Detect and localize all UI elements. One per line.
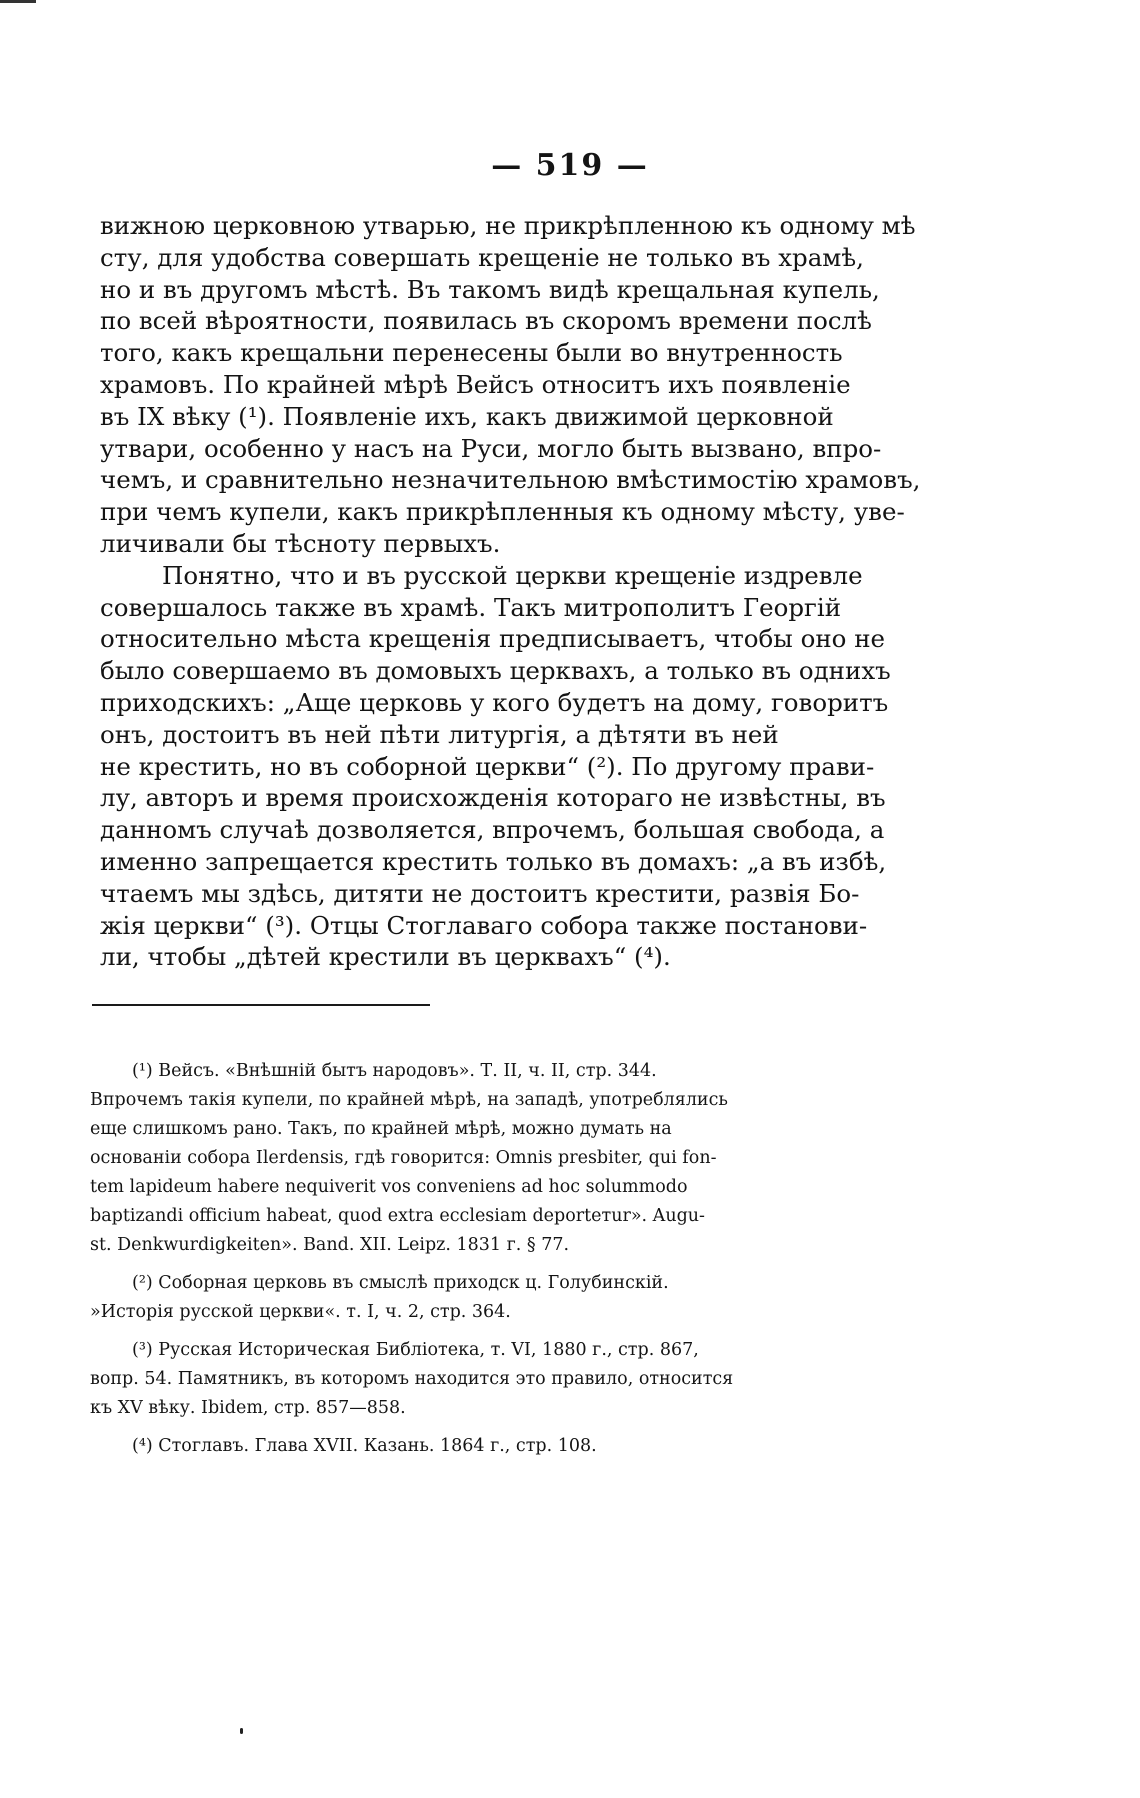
- footnote-3-line: вопр. 54. Памятникъ, въ которомъ находится это правило, относится: [90, 1369, 734, 1389]
- text-line: жія церкви“ (³). Отцы Стоглаваго собора также постанови-: [100, 910, 868, 940]
- text-line: сту, для удобства совершать крещеніе не только въ храмѣ,: [100, 242, 864, 272]
- text-line: чемъ, и сравнительно незначительною вмѣстимостію храмовъ,: [100, 465, 921, 495]
- text-line: того, какъ крещальни перенесены были во внутренность: [100, 338, 843, 368]
- paragraph-start-line: Понятно, что и въ русской церкви крещеніе издревле: [162, 560, 863, 590]
- footnote-1-line: Впрочемъ такія купели, по крайней мѣрѣ, на западѣ, употреблялись: [90, 1090, 728, 1110]
- text-line: относительно мѣста крещенія предписываетъ, чтобы оно не: [100, 624, 886, 654]
- text-line: данномъ случаѣ дозволяется, впрочемъ, большая свобода, а: [100, 815, 885, 845]
- text-line: храмовъ. По крайней мѣрѣ Вейсъ относитъ ихъ появленіе: [100, 369, 851, 399]
- scan-speck: [240, 1728, 243, 1734]
- text-line: чтаемъ мы здѣсь, дитяти не достоитъ крестити, развія Бо-: [100, 878, 860, 908]
- text-line: было совершаемо въ домовыхъ церквахъ, а только въ однихъ: [100, 656, 891, 686]
- text-line: онъ, достоитъ въ ней пѣти литургія, а дѣтяти въ ней: [100, 719, 779, 749]
- footnote-3-line: (³) Русская Историческая Библіотека, т. VI, 1880 г., стр. 867,: [132, 1340, 699, 1360]
- text-line: именно запрещается крестить только въ домахъ: „а въ избѣ,: [100, 846, 887, 876]
- scan-corner-mark: [0, 0, 36, 3]
- text-line: совершалось также въ храмѣ. Такъ митрополитъ Георгій: [100, 592, 842, 622]
- footnote-2-line: (²) Соборная церковь въ смыслѣ приходск ц. Голубинскій.: [132, 1273, 669, 1293]
- footnote-gap: [90, 1260, 870, 1269]
- footnote-divider: [92, 1004, 430, 1006]
- footnote-1-line: tem lapideum habere nequiverit vos conveniens ad hoc solummodo: [90, 1177, 688, 1197]
- footnote-gap: [90, 1327, 870, 1336]
- text-line: лу, авторъ и время происхожденія котораго не извѣстны, въ: [100, 783, 886, 813]
- text-line: приходскихъ: „Аще церковь у кого будетъ на дому, говоритъ: [100, 687, 889, 717]
- main-text: [100, 210, 921, 973]
- footnote-4-line: (⁴) Стоглавъ. Глава XVII. Казань. 1864 г., стр. 108.: [132, 1436, 597, 1456]
- page-number: — 519 —: [491, 148, 649, 183]
- footnotes: [90, 1057, 870, 1461]
- footnote-3-line: къ XV вѣку. Ibidem, стр. 857—858.: [90, 1398, 406, 1418]
- text-line: по всей вѣроятности, появилась въ скоромъ времени послѣ: [100, 306, 872, 336]
- text-line: при чемъ купели, какъ прикрѣпленныя къ одному мѣсту, уве-: [100, 497, 905, 527]
- text-line: въ IX вѣку (¹). Появленіе ихъ, какъ движимой церковной: [100, 401, 834, 431]
- text-line: утвари, особенно у насъ на Руси, могло быть вызвано, впро-: [100, 433, 882, 463]
- footnote-1-line: baptizandi officium habeat, quod extra ecclesiam deporteтur». Augu-: [90, 1206, 705, 1226]
- footnote-1-line: основаніи собора Ilerdensis, гдѣ говорится: Omnis presbiter, qui fon-: [90, 1148, 717, 1168]
- footnote-gap: [90, 1423, 870, 1432]
- footnote-2-line: »Исторія русской церкви«. т. I, ч. 2, стр. 364.: [90, 1302, 511, 1322]
- text-line: но и въ другомъ мѣстѣ. Въ такомъ видѣ крещальная купель,: [100, 274, 880, 304]
- footnote-1-line: st. Denkwurdigkeiten». Band. XII. Leipz. 1831 г. § 77.: [90, 1235, 570, 1255]
- text-line: ли, чтобы „дѣтей крестили въ церквахъ“ (⁴).: [100, 942, 671, 972]
- text-line: не крестить, но въ соборной церкви“ (²). По другому прави-: [100, 751, 875, 781]
- text-line: личивали бы тѣсноту первыхъ.: [100, 528, 501, 558]
- footnote-1-line: еще слишкомъ рано. Такъ, по крайней мѣрѣ, можно думать на: [90, 1119, 672, 1139]
- text-line: вижною церковною утварью, не прикрѣпленною къ одному мѣ: [100, 211, 916, 240]
- footnote-1-line: (¹) Вейсъ. «Внѣшній бытъ народовъ». Т. II, ч. II, стр. 344.: [132, 1061, 657, 1081]
